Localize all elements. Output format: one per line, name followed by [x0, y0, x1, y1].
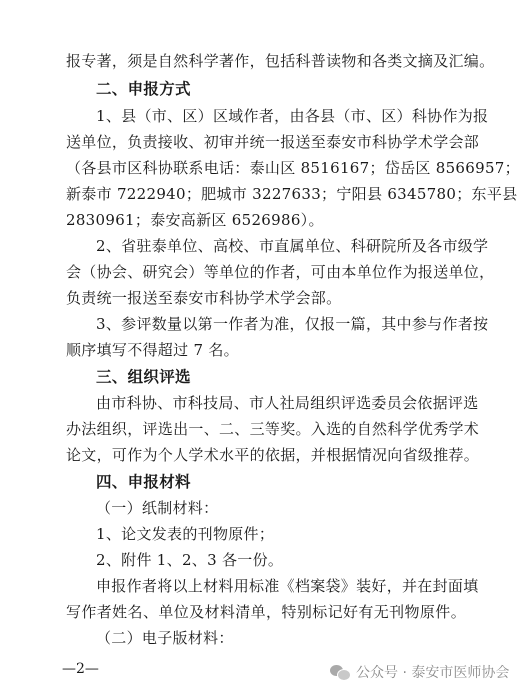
text-line: 1、论文发表的刊物原件；	[96, 525, 275, 543]
watermark-text: 公众号 · 泰安市医师协会	[356, 665, 510, 681]
text-line: 申报作者将以上材料用标准《档案袋》装好，并在封面填	[96, 577, 479, 595]
text-line: 2830961；泰安高新区 6526986）。	[66, 211, 324, 229]
text-line: 2、附件 1、2、3 各一份。	[96, 551, 284, 569]
text-line: （各县市区科协联系电话：泰山区 8516167；岱岳区 8566957；	[66, 159, 520, 177]
text-line: 办法组织，评选出一、二、三等奖。入选的自然科学优秀学术	[66, 420, 480, 438]
section-heading: 四、申报材料	[96, 473, 191, 491]
text-line: （二）电子版材料：	[96, 629, 234, 647]
text-line: 新泰市 7222940；肥城市 3227633；宁阳县 6345780；东平县	[66, 185, 518, 203]
section-heading: 三、组织评选	[96, 368, 191, 386]
wechat-icon	[330, 664, 350, 680]
text-line: 1、县（市、区）区域作者，由各县（市、区）科协作为报	[96, 107, 489, 125]
text-line: 写作者姓名、单位及材料清单，特别标记好有无刊物原件。	[66, 603, 466, 621]
text-line: 会（协会、研究会）等单位的作者，可由本单位作为报送单位，	[66, 263, 495, 281]
text-line: 负责统一报送至泰安市科协学术学会部。	[66, 289, 342, 307]
text-line: 2、省驻泰单位、高校、市直属单位、科研院所及各市级学	[96, 237, 489, 255]
text-line: 3、参评数量以第一作者为准，仅报一篇，其中参与作者按	[96, 315, 489, 333]
page-number: —2—	[62, 661, 99, 677]
text-line: 送单位，负责接收、初审并统一报送至泰安市科协学术学会部	[66, 133, 480, 151]
text-line: 论文，可作为个人学术水平的依据，并根据情况向省级推荐。	[66, 446, 480, 464]
watermark	[330, 662, 509, 682]
section-heading: 二、申报方式	[96, 80, 191, 98]
text-line: 由市科协、市科技局、市人社局组织评选委员会依据评选	[96, 394, 479, 412]
text-line: 报专著，须是自然科学著作，包括科普读物和各类文摘及汇编。	[66, 52, 495, 70]
text-line: 顺序填写不得超过 7 名。	[66, 341, 239, 359]
text-line: （一）纸制材料：	[96, 499, 219, 517]
